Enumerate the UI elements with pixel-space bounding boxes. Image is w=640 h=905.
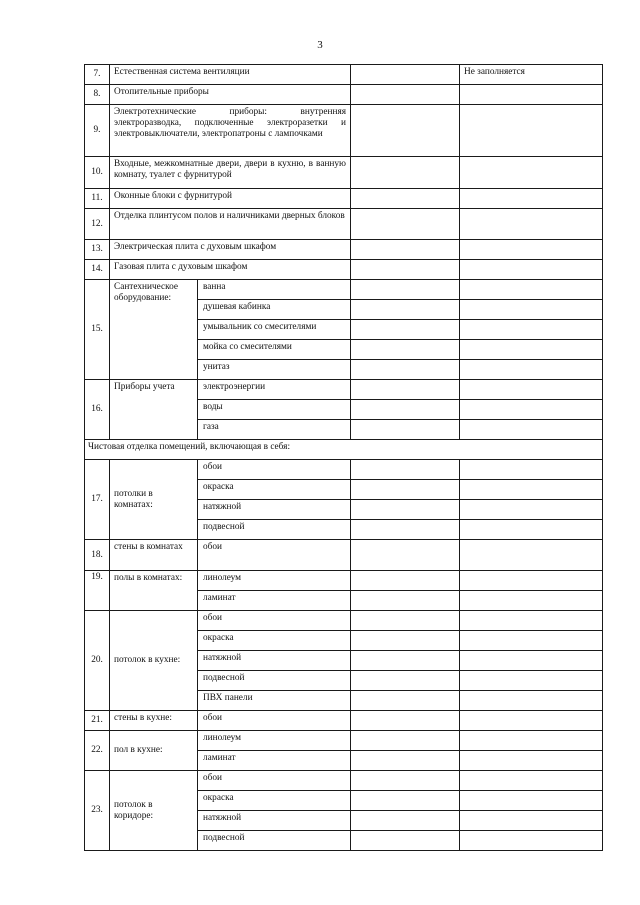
- value-cell[interactable]: [351, 671, 460, 691]
- note-cell[interactable]: [460, 540, 603, 571]
- option-label: линолеум: [198, 571, 351, 591]
- option-label: ламинат: [198, 591, 351, 611]
- note-cell[interactable]: [460, 711, 603, 731]
- value-cell[interactable]: [351, 591, 460, 611]
- page-number: 3: [317, 39, 323, 51]
- table-row: [85, 189, 603, 209]
- option-label: умывальник со смесителями: [198, 320, 351, 340]
- table-row: [85, 460, 603, 480]
- row-number: 15.: [85, 280, 110, 380]
- note-cell[interactable]: [460, 671, 603, 691]
- option-label: натяжной: [198, 811, 351, 831]
- row-number: 14.: [85, 260, 110, 280]
- note-cell[interactable]: [460, 731, 603, 751]
- option-label: подвесной: [198, 671, 351, 691]
- table-row: [85, 209, 603, 240]
- row-label: Газовая плита с духовым шкафом: [110, 260, 351, 280]
- table-row: [85, 105, 603, 157]
- option-label: натяжной: [198, 651, 351, 671]
- table-row: [85, 380, 603, 400]
- row-label: Отопительные приборы: [110, 85, 351, 105]
- value-cell[interactable]: [351, 340, 460, 360]
- option-label: обои: [198, 711, 351, 731]
- note-cell[interactable]: [460, 811, 603, 831]
- value-cell[interactable]: [351, 691, 460, 711]
- value-cell[interactable]: [351, 85, 460, 105]
- note-cell[interactable]: [460, 420, 603, 440]
- option-label: мойка со смесителями: [198, 340, 351, 360]
- option-label: натяжной: [198, 500, 351, 520]
- option-label: обои: [198, 540, 351, 571]
- row-number: 9.: [85, 105, 110, 157]
- note-cell[interactable]: [460, 791, 603, 811]
- note-cell[interactable]: [460, 85, 603, 105]
- note-cell[interactable]: [460, 520, 603, 540]
- group-label: Сантехническое оборудование:: [110, 280, 198, 380]
- option-label: окраска: [198, 631, 351, 651]
- value-cell[interactable]: [351, 360, 460, 380]
- note-cell[interactable]: [460, 340, 603, 360]
- table-row: [85, 540, 603, 571]
- option-label: газа: [198, 420, 351, 440]
- table-row: [85, 157, 603, 189]
- note-cell[interactable]: [460, 209, 603, 240]
- value-cell[interactable]: [351, 157, 460, 189]
- row-number: 12.: [85, 209, 110, 240]
- value-cell[interactable]: [351, 540, 460, 571]
- value-cell[interactable]: [351, 631, 460, 651]
- row-number: 13.: [85, 240, 110, 260]
- option-label: линолеум: [198, 731, 351, 751]
- option-label: подвесной: [198, 831, 351, 851]
- value-cell[interactable]: [351, 280, 460, 300]
- section-title: Чистовая отделка помещений, включающая в себя:: [85, 440, 603, 460]
- value-cell[interactable]: [351, 320, 460, 340]
- note-cell[interactable]: [460, 105, 603, 157]
- value-cell[interactable]: [351, 831, 460, 851]
- note-cell[interactable]: [460, 480, 603, 500]
- table-row: [85, 280, 603, 300]
- option-label: подвесной: [198, 520, 351, 540]
- note-cell[interactable]: [460, 460, 603, 480]
- value-cell[interactable]: [351, 380, 460, 400]
- option-label: обои: [198, 460, 351, 480]
- value-cell[interactable]: [351, 480, 460, 500]
- row-number: 19.: [85, 571, 110, 611]
- note-cell[interactable]: [460, 751, 603, 771]
- row-label: Электрическая плита с духовым шкафом: [110, 240, 351, 260]
- value-cell[interactable]: [351, 105, 460, 157]
- row-number: 21.: [85, 711, 110, 731]
- option-label: ламинат: [198, 751, 351, 771]
- value-cell[interactable]: [351, 771, 460, 791]
- value-cell[interactable]: [351, 400, 460, 420]
- option-label: унитаз: [198, 360, 351, 380]
- option-label: ванна: [198, 280, 351, 300]
- group-label: потолки в комнатах:: [110, 460, 198, 540]
- note-cell[interactable]: [460, 360, 603, 380]
- value-cell[interactable]: [351, 791, 460, 811]
- option-label: электроэнергии: [198, 380, 351, 400]
- note-cell[interactable]: [460, 380, 603, 400]
- note-cell[interactable]: [460, 240, 603, 260]
- table-row: [85, 85, 603, 105]
- note-cell[interactable]: [460, 651, 603, 671]
- inspection-form-table: [84, 64, 603, 851]
- table-row: [85, 65, 603, 85]
- table-row: [85, 711, 603, 731]
- row-number: 17.: [85, 460, 110, 540]
- note-cell[interactable]: [460, 611, 603, 631]
- note-cell[interactable]: [460, 691, 603, 711]
- row-number: 22.: [85, 731, 110, 771]
- value-cell[interactable]: [351, 811, 460, 831]
- table-row: [85, 771, 603, 791]
- note-cell[interactable]: [460, 631, 603, 651]
- note-cell[interactable]: [460, 571, 603, 591]
- value-cell[interactable]: [351, 300, 460, 320]
- table-row: [85, 611, 603, 631]
- group-label: стены в комнатах: [110, 540, 198, 571]
- option-label: душевая кабинка: [198, 300, 351, 320]
- note-cell[interactable]: [460, 400, 603, 420]
- row-number: 7.: [85, 65, 110, 85]
- value-cell[interactable]: [351, 571, 460, 591]
- group-label: пол в кухне:: [110, 731, 198, 771]
- row-number: 20.: [85, 611, 110, 711]
- table-row: [85, 260, 603, 280]
- table-row: [85, 731, 603, 751]
- value-cell[interactable]: [351, 751, 460, 771]
- row-number: 18.: [85, 540, 110, 571]
- value-cell[interactable]: [351, 460, 460, 480]
- value-cell[interactable]: [351, 65, 460, 85]
- value-cell[interactable]: [351, 500, 460, 520]
- group-label: полы в комнатах:: [110, 571, 198, 611]
- value-cell[interactable]: [351, 711, 460, 731]
- row-label: Электротехнические приборы: внутренняя электроразводка, подключенные электроразетки и электровыключатели, электропатроны с лампочками: [110, 105, 351, 157]
- option-label: ПВХ панели: [198, 691, 351, 711]
- note-cell[interactable]: [460, 300, 603, 320]
- note-cell[interactable]: [460, 189, 603, 209]
- section-row: [85, 440, 603, 460]
- row-label: Отделка плинтусом полов и наличниками дверных блоков: [110, 209, 351, 240]
- value-cell[interactable]: [351, 189, 460, 209]
- note-cell[interactable]: [460, 591, 603, 611]
- row-number: 11.: [85, 189, 110, 209]
- option-label: воды: [198, 400, 351, 420]
- note-cell[interactable]: [460, 157, 603, 189]
- group-label: потолок в кухне:: [110, 611, 198, 711]
- table-row: [85, 571, 603, 591]
- option-label: обои: [198, 771, 351, 791]
- note-cell[interactable]: [460, 280, 603, 300]
- value-cell[interactable]: [351, 260, 460, 280]
- note-cell[interactable]: [460, 500, 603, 520]
- value-cell[interactable]: [351, 520, 460, 540]
- row-label: Оконные блоки с фурнитурой: [110, 189, 351, 209]
- option-label: окраска: [198, 791, 351, 811]
- value-cell[interactable]: [351, 420, 460, 440]
- note-cell[interactable]: [460, 831, 603, 851]
- row-label: Входные, межкомнатные двери, двери в кухню, в ванную комнату, туалет с фурнитурой: [110, 157, 351, 189]
- row-number: 16.: [85, 380, 110, 440]
- option-label: окраска: [198, 480, 351, 500]
- row-number: 23.: [85, 771, 110, 851]
- value-cell[interactable]: [351, 651, 460, 671]
- row-number: 8.: [85, 85, 110, 105]
- option-label: обои: [198, 611, 351, 631]
- value-cell[interactable]: [351, 209, 460, 240]
- value-cell[interactable]: [351, 731, 460, 751]
- value-cell[interactable]: [351, 240, 460, 260]
- row-label: Естественная система вентиляции: [110, 65, 351, 85]
- note-cell: Не заполняется: [460, 65, 603, 85]
- note-cell[interactable]: [460, 260, 603, 280]
- group-label: потолок в коридоре:: [110, 771, 198, 851]
- note-cell[interactable]: [460, 771, 603, 791]
- group-label: стены в кухне:: [110, 711, 198, 731]
- note-cell[interactable]: [460, 320, 603, 340]
- row-number: 10.: [85, 157, 110, 189]
- table-row: [85, 240, 603, 260]
- group-label: Приборы учета: [110, 380, 198, 440]
- value-cell[interactable]: [351, 611, 460, 631]
